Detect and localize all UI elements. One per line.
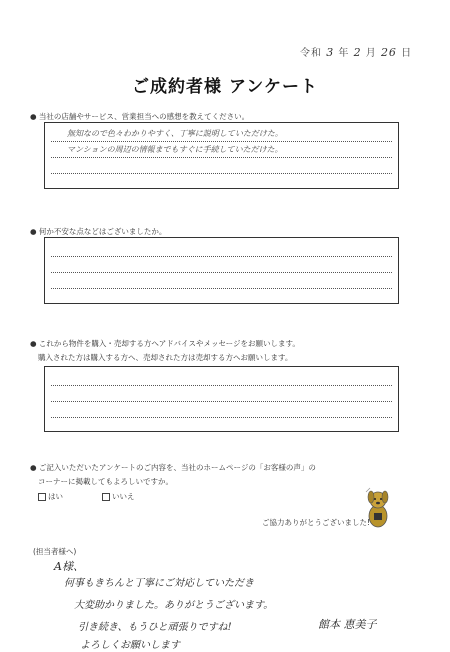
date-year-unit: 年 bbox=[338, 48, 350, 59]
option-no-label: いいえ bbox=[112, 492, 135, 501]
date-month-unit: 月 bbox=[365, 48, 377, 59]
staff-note-line-4: 引き続き、もうひと頑張りですね! bbox=[78, 622, 232, 633]
staff-note-line-2: 何事もきちんと丁寧にご対応していただき bbox=[64, 578, 254, 589]
option-no bbox=[102, 491, 135, 502]
answer-line bbox=[51, 401, 392, 402]
staff-note-line-1: A様、 bbox=[54, 560, 84, 573]
answer-line bbox=[51, 141, 392, 142]
staff-note-label: (担当者様へ) bbox=[33, 547, 77, 556]
question-4: ● ご記入いただいたアンケートのご内容を、当社のホームページの「お客様の声」の bbox=[30, 463, 316, 472]
answer-box-1 bbox=[44, 122, 399, 189]
staff-signature: 館本 恵美子 bbox=[318, 618, 377, 631]
answer-box-2 bbox=[44, 237, 399, 304]
answer-line bbox=[51, 385, 392, 386]
staff-note-line-5: よろしくお願いします bbox=[80, 640, 180, 651]
checkbox-no bbox=[102, 493, 110, 501]
answer-line bbox=[51, 272, 392, 273]
date-day: 26 bbox=[380, 46, 397, 59]
thanks-message: ご協力ありがとうございました! bbox=[262, 518, 371, 527]
date-year: 3 bbox=[326, 46, 335, 59]
answer-1-line-1: 無知なので色々わかりやすく、丁寧に説明していただけた。 bbox=[67, 129, 283, 138]
question-3-sub: 購入された方は購入する方へ、売却された方は売却する方へお願いします。 bbox=[38, 353, 293, 362]
answer-line bbox=[51, 417, 392, 418]
question-3: ● これから物件を購入・売却する方へアドバイスやメッセージをお願いします。 bbox=[30, 339, 300, 348]
answer-line bbox=[51, 288, 392, 289]
checkbox-yes bbox=[38, 493, 46, 501]
option-yes-label: はい bbox=[48, 492, 63, 501]
dog-mascot-icon bbox=[362, 486, 392, 530]
date-day-unit: 日 bbox=[401, 48, 413, 59]
question-2: ● 何か不安な点などはございましたか。 bbox=[30, 227, 167, 236]
question-4-line-2: コーナーに掲載してもよろしいですか。 bbox=[38, 477, 173, 486]
answer-box-3 bbox=[44, 366, 399, 432]
answer-line bbox=[51, 157, 392, 158]
question-1: ● 当社の店舗やサービス、営業担当への感想を教えてください。 bbox=[30, 112, 250, 121]
date-era: 令和 bbox=[300, 48, 322, 59]
survey-date bbox=[300, 44, 412, 59]
answer-line bbox=[51, 173, 392, 174]
answer-1-line-2: マンションの周辺の情報までもすぐに手続していただけた。 bbox=[67, 145, 283, 154]
staff-note-line-3: 大変助かりました。ありがとうございます。 bbox=[74, 600, 274, 611]
option-yes bbox=[38, 491, 63, 502]
answer-line bbox=[51, 256, 392, 257]
page-title: ご成約者様 アンケート bbox=[132, 77, 318, 97]
date-month: 2 bbox=[353, 46, 362, 59]
